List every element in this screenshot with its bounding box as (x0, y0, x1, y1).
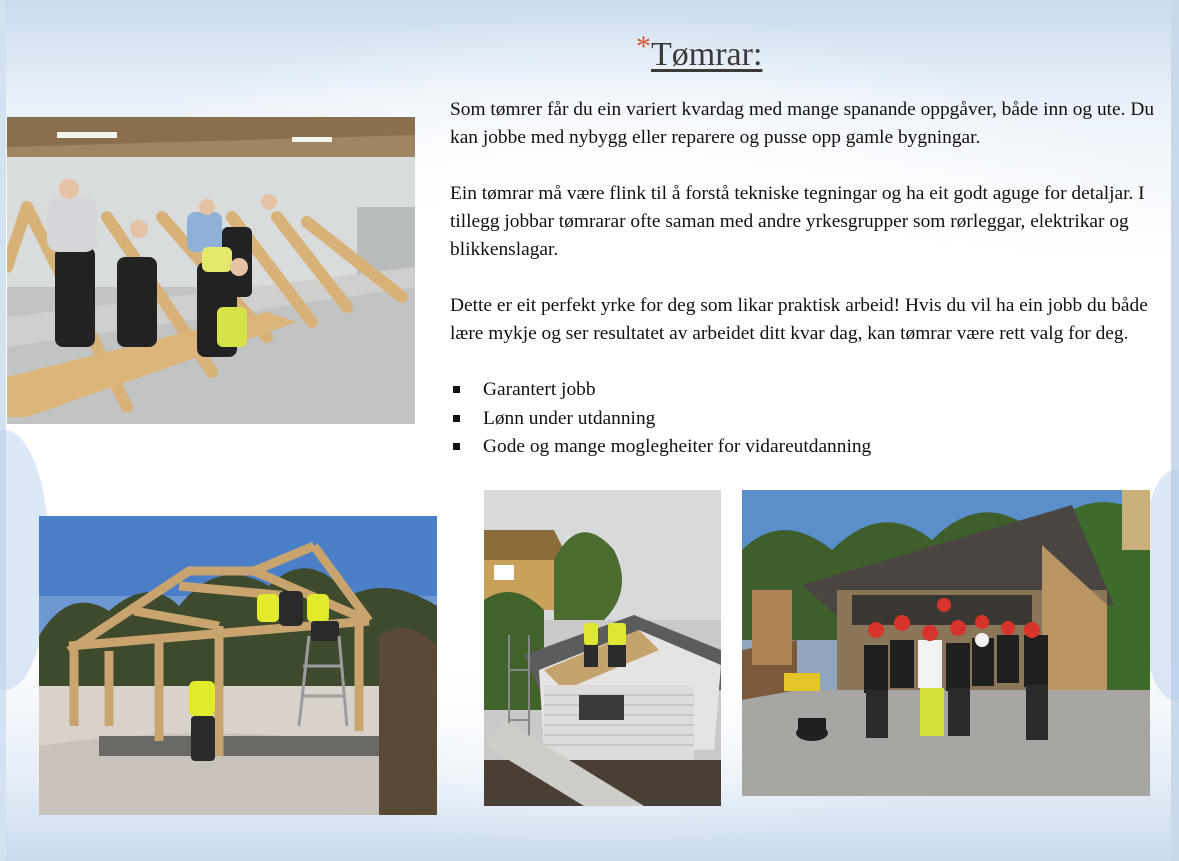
photo-roof-workers (484, 490, 721, 806)
benefit-label: Gode og mange moglegheiter for vidareutdanning (483, 436, 872, 457)
paragraph-conclusion: Dette er eit perfekt yrke for deg som likar praktisk arbeid! Hvis du vil ha ein jobb du både lære mykje og ser resultatet av arbeidet ditt kvar dag, kan tømrar være rett valg for deg. (450, 295, 1148, 344)
body-text (450, 96, 1174, 462)
paragraph-intro: Som tømrer får du ein variert kvardag med mange spanande oppgåver, både inn og ute. Du kan jobbe med nybygg eller reparere og pusse opp gamle bygningar. (450, 99, 1155, 148)
title-text: Tømrar: (651, 36, 763, 73)
benefit-item (450, 433, 1174, 462)
benefit-label: Garantert jobb (483, 379, 596, 400)
bullet-square-icon (453, 386, 460, 393)
benefit-item (450, 405, 1174, 434)
benefit-label: Lønn under utdanning (483, 407, 656, 429)
photo-group-shed (742, 490, 1150, 796)
bullet-square-icon (453, 415, 460, 422)
bullet-square-icon (453, 443, 460, 450)
photo-workshop-trusses (7, 117, 415, 424)
title-asterisk-marker: * (636, 30, 651, 63)
benefit-item (450, 376, 1174, 405)
paragraph-skills: Ein tømrar må være flink til å forstå tekniske tegningar og ha eit godt aguge for detaljar. I tillegg jobbar tømrarar ofte saman med andre yrkesgrupper som rørleggar, elektrikar og blikkenslagar. (450, 183, 1145, 260)
photo-timber-frame (39, 516, 437, 815)
slide-title (636, 30, 763, 86)
benefit-list (450, 376, 1174, 462)
